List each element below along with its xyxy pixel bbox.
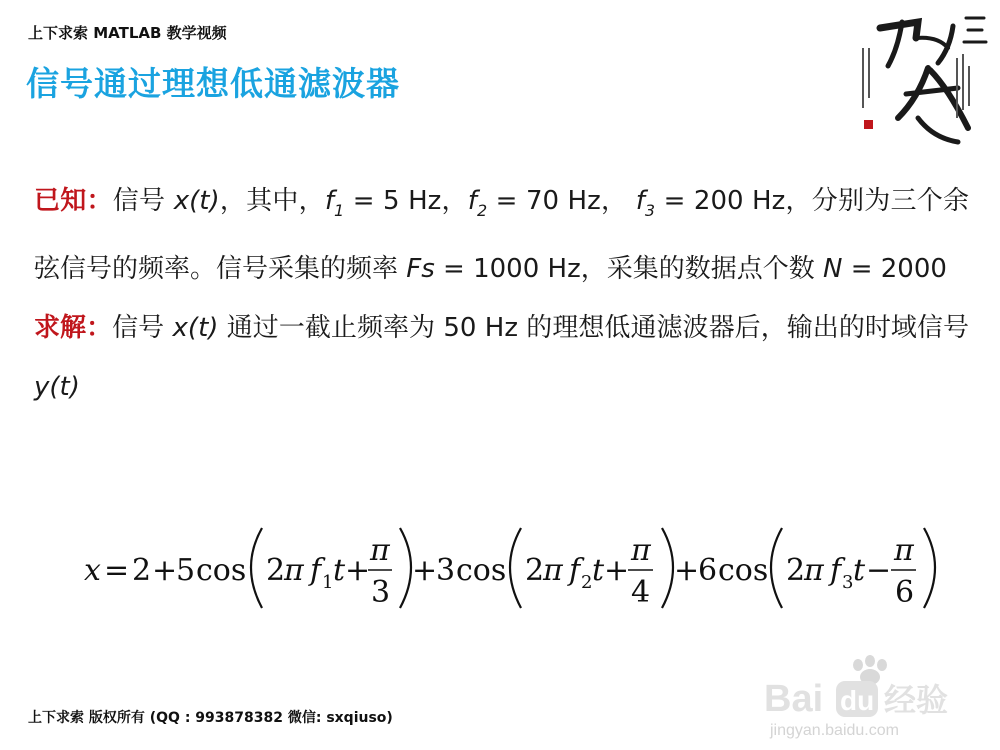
svg-text:2: 2 (786, 553, 806, 588)
svg-text:6: 6 (698, 553, 718, 588)
series-caption: 上下求索 MATLAB 教学视频 (28, 24, 227, 42)
baidu-watermark (762, 655, 994, 741)
svg-text:π: π (631, 533, 651, 568)
svg-text:π: π (284, 553, 304, 588)
svg-text:t: t (592, 553, 605, 588)
points-symbol: N (823, 254, 843, 284)
svg-text:3: 3 (436, 553, 456, 588)
watermark-brand-cn: 经验 (884, 681, 949, 719)
svg-text:π: π (894, 533, 914, 568)
watermark-brand-latin: Bai (764, 678, 824, 720)
svg-text:5: 5 (176, 553, 196, 588)
signal-y: y(t) (34, 372, 80, 402)
svg-text:f: f (830, 553, 842, 588)
svg-text:2: 2 (266, 553, 286, 588)
svg-text:+: + (604, 553, 630, 588)
svg-text:f: f (310, 553, 322, 588)
paw-icon (853, 655, 887, 685)
slide-title: 信号通过理想低通滤波器 (26, 64, 400, 103)
watermark-url: jingyan.baidu.com (770, 722, 899, 739)
sampling-rate-symbol: Fs (406, 254, 435, 284)
svg-text:cos: cos (196, 553, 247, 588)
svg-text:cos: cos (718, 553, 769, 588)
svg-text:π: π (543, 553, 563, 588)
calligraphy-seal (858, 8, 992, 148)
solve-label: 求解： (34, 313, 113, 343)
svg-text:2: 2 (132, 553, 152, 588)
svg-text:t: t (333, 553, 346, 588)
svg-text:x: x (84, 553, 101, 588)
svg-text:+: + (412, 553, 438, 588)
svg-text:3: 3 (371, 575, 391, 610)
watermark-brand-du: du (840, 685, 875, 716)
svg-text:3: 3 (842, 572, 854, 593)
svg-text:cos: cos (456, 553, 507, 588)
svg-text:π: π (804, 553, 824, 588)
svg-text:f: f (569, 553, 581, 588)
svg-text:+: + (345, 553, 371, 588)
svg-text:1: 1 (322, 572, 334, 593)
signal-x: x(t) (173, 186, 220, 216)
problem-text (34, 172, 969, 417)
svg-text:+: + (674, 553, 700, 588)
copyright-footer: 上下求索 版权所有 (QQ : 993878382 微信: sxqiuso) (28, 710, 393, 726)
svg-text:t: t (853, 553, 866, 588)
svg-text:−: − (866, 553, 892, 588)
svg-text:+: + (152, 553, 178, 588)
signal-formula (0, 522, 1000, 622)
svg-text:6: 6 (895, 575, 915, 610)
known-label: 已知： (34, 186, 113, 216)
svg-text:2: 2 (525, 553, 545, 588)
svg-text:=: = (104, 553, 130, 588)
solve-paragraph: 求解：信号 x(t) 通过一截止频率为 50 Hz 的理想低通滤波器后，输出的时域信号 y(t) (34, 313, 969, 402)
svg-text:π: π (370, 533, 390, 568)
svg-text:2: 2 (581, 572, 593, 593)
svg-text:4: 4 (631, 575, 651, 610)
known-paragraph: 已知：信号 x(t)，其中，$f_1 = 5$ Hz，$f_2 = 70$ Hz， $f_3 = 200$ Hz，分别为三个余弦信号的频率。信号采集的频率 Fs = 1000 Hz，采集的数据点个数 N = 2000 (34, 186, 969, 284)
